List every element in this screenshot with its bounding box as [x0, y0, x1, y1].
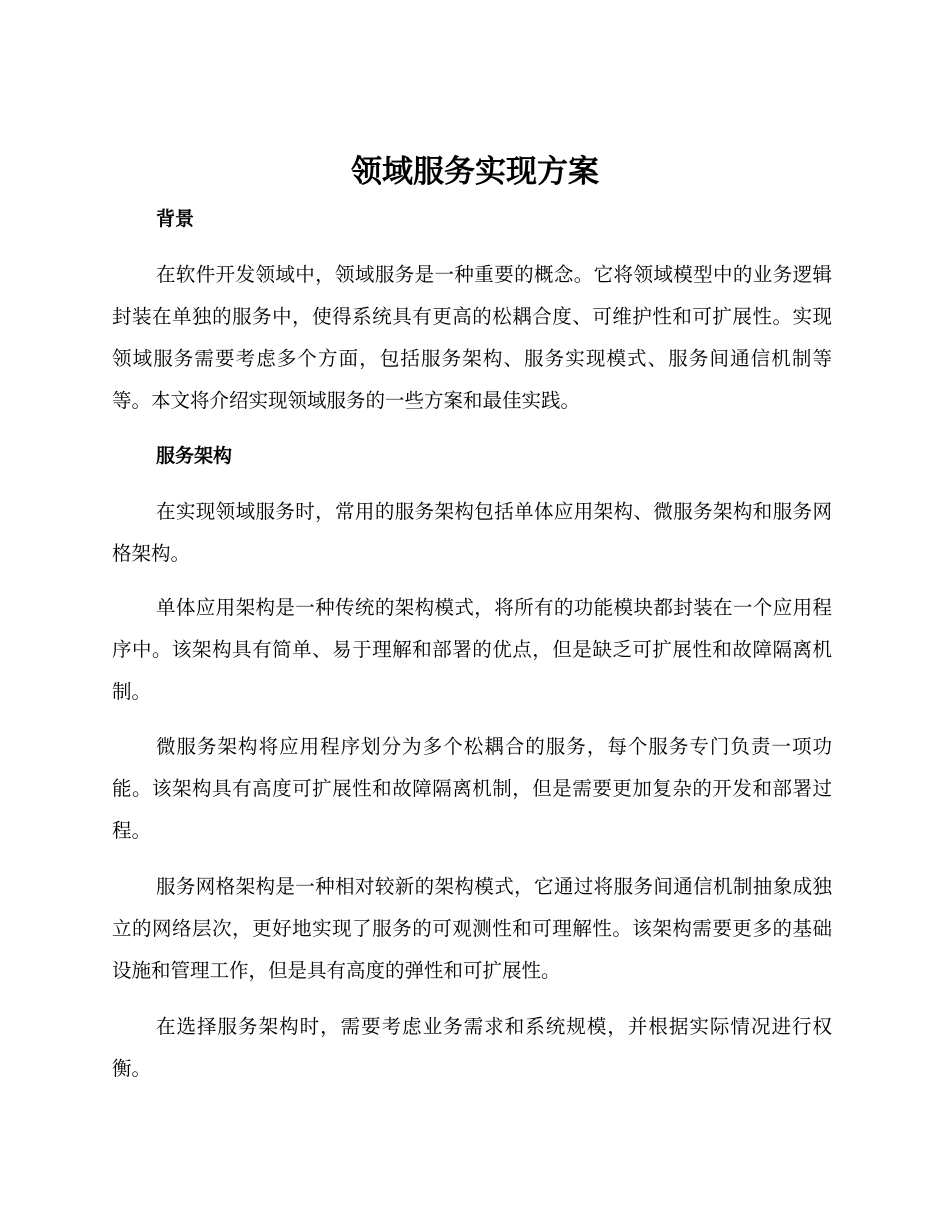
paragraph-monolith: 单体应用架构是一种传统的架构模式，将所有的功能模块都封装在一个应用程序中。该架构具有简单、易于理解和部署的优点，但是缺乏可扩展性和故障隔离机制。 — [112, 596, 832, 703]
paragraph-background: 在软件开发领域中，领域服务是一种重要的概念。它将领域模型中的业务逻辑封装在单独的服务中，使得系统具有更高的松耦合度、可维护性和可扩展性。实现领域服务需要考虑多个方面，包括服务架构、服务实现模式、服务间通信机制等等。本文将介绍实现领域服务的一些方案和最佳实践。 — [112, 263, 832, 412]
section-heading-architecture: 服务架构 — [156, 445, 233, 467]
paragraph-conclusion: 在选择服务架构时，需要考虑业务需求和系统规模，并根据实际情况进行权衡。 — [112, 1015, 832, 1080]
section-heading-background: 背景 — [156, 208, 195, 230]
paragraph-architecture-intro: 在实现领域服务时，常用的服务架构包括单体应用架构、微服务架构和服务网格架构。 — [112, 500, 832, 565]
document-title: 领域服务实现方案 — [351, 154, 599, 190]
paragraph-microservices: 微服务架构将应用程序划分为多个松耦合的服务，每个服务专门负责一项功能。该架构具有高度可扩展性和故障隔离机制，但是需要更加复杂的开发和部署过程。 — [112, 735, 832, 842]
paragraph-service-mesh: 服务网格架构是一种相对较新的架构模式，它通过将服务间通信机制抽象成独立的网络层次，更好地实现了服务的可观测性和可理解性。该架构需要更多的基础设施和管理工作，但是具有高度的弹性和可扩展性。 — [112, 875, 832, 982]
